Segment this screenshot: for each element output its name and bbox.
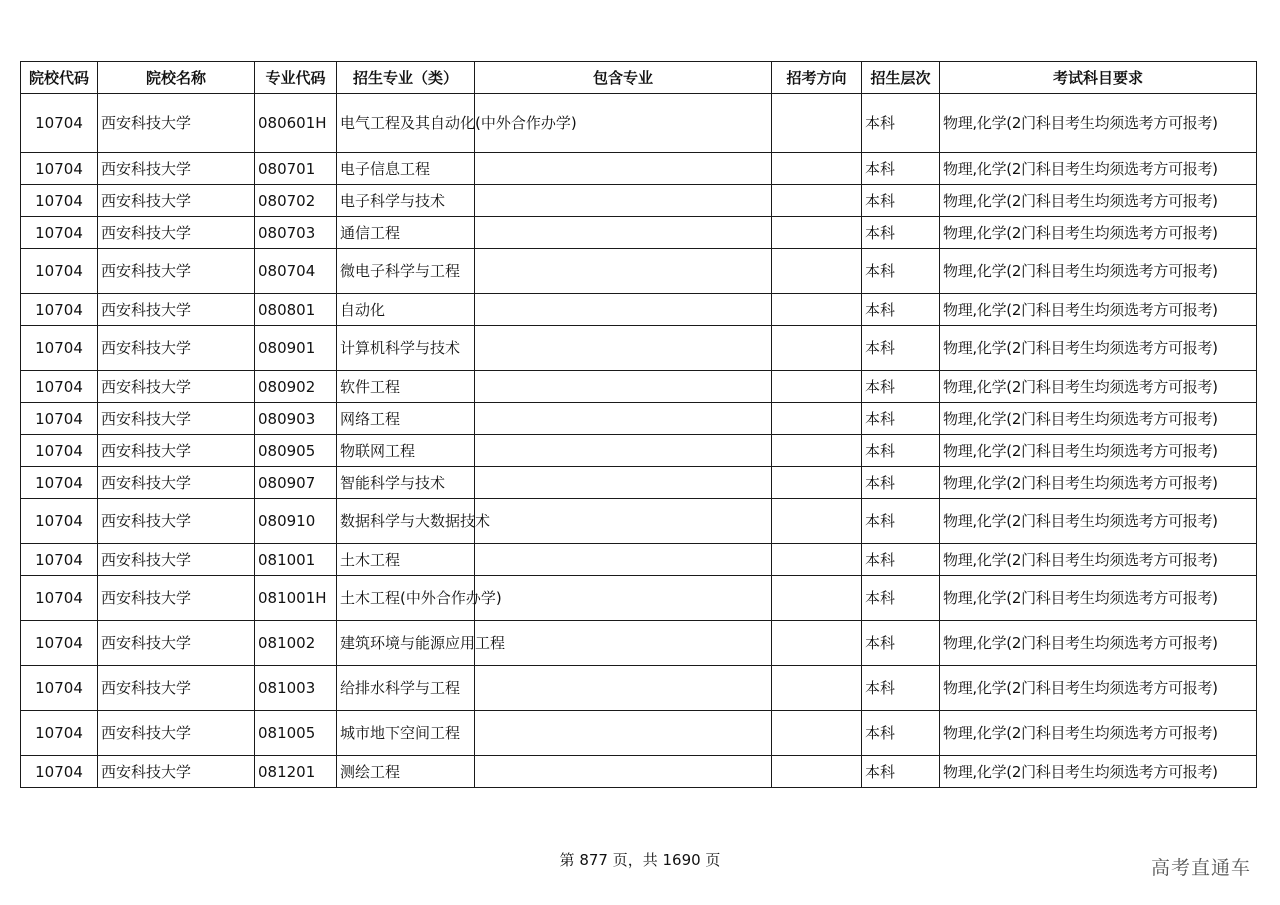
header-level: 招生层次 [862,62,940,94]
cell-direction [772,467,862,499]
cell-major-code: 080702 [255,185,337,217]
cell-major: 通信工程 [337,217,475,249]
cell-level: 本科 [862,294,940,326]
cell-major-code: 080801 [255,294,337,326]
table-row [21,185,1257,217]
header-direction: 招考方向 [772,62,862,94]
cell-school-name: 西安科技大学 [98,711,255,756]
table-row [21,326,1257,371]
cell-level: 本科 [862,326,940,371]
cell-level: 本科 [862,435,940,467]
cell-major: 数据科学与大数据技术 [337,499,475,544]
cell-requirement: 物理,化学(2门科目考生均须选考方可报考) [940,403,1257,435]
cell-requirement: 物理,化学(2门科目考生均须选考方可报考) [940,467,1257,499]
cell-school-name: 西安科技大学 [98,621,255,666]
cell-requirement: 物理,化学(2门科目考生均须选考方可报考) [940,711,1257,756]
cell-school-name: 西安科技大学 [98,185,255,217]
header-school-name: 院校名称 [98,62,255,94]
cell-major: 计算机科学与技术 [337,326,475,371]
table-row [21,217,1257,249]
page-number: 第 877 页，共 1690 页 [559,851,721,869]
cell-major-code: 081201 [255,756,337,788]
cell-school-code: 10704 [21,326,98,371]
cell-included-majors [475,153,772,185]
cell-school-name: 西安科技大学 [98,217,255,249]
table-row [21,621,1257,666]
cell-major: 测绘工程 [337,756,475,788]
cell-level: 本科 [862,467,940,499]
cell-requirement: 物理,化学(2门科目考生均须选考方可报考) [940,499,1257,544]
cell-major-code: 080701 [255,153,337,185]
cell-direction [772,371,862,403]
cell-requirement: 物理,化学(2门科目考生均须选考方可报考) [940,294,1257,326]
cell-direction [772,403,862,435]
table-row [21,499,1257,544]
cell-requirement: 物理,化学(2门科目考生均须选考方可报考) [940,185,1257,217]
cell-school-name: 西安科技大学 [98,435,255,467]
cell-direction [772,499,862,544]
cell-major-code: 080907 [255,467,337,499]
cell-major-code: 080703 [255,217,337,249]
cell-school-code: 10704 [21,467,98,499]
cell-direction [772,621,862,666]
cell-school-name: 西安科技大学 [98,294,255,326]
header-school-code: 院校代码 [21,62,98,94]
cell-major: 物联网工程 [337,435,475,467]
cell-school-name: 西安科技大学 [98,467,255,499]
cell-school-code: 10704 [21,499,98,544]
cell-included-majors [475,371,772,403]
cell-level: 本科 [862,185,940,217]
cell-major: 软件工程 [337,371,475,403]
cell-direction [772,153,862,185]
table-row [21,467,1257,499]
cell-school-code: 10704 [21,621,98,666]
table-row [21,544,1257,576]
cell-major-code: 081001H [255,576,337,621]
header-row [21,62,1257,94]
table-row [21,403,1257,435]
cell-school-code: 10704 [21,371,98,403]
cell-major-code: 080704 [255,249,337,294]
cell-included-majors [475,711,772,756]
cell-major: 微电子科学与工程 [337,249,475,294]
cell-major-code: 080903 [255,403,337,435]
cell-direction [772,249,862,294]
cell-level: 本科 [862,711,940,756]
cell-requirement: 物理,化学(2门科目考生均须选考方可报考) [940,544,1257,576]
cell-school-name: 西安科技大学 [98,576,255,621]
cell-major: 电子信息工程 [337,153,475,185]
cell-school-code: 10704 [21,435,98,467]
cell-requirement: 物理,化学(2门科目考生均须选考方可报考) [940,249,1257,294]
cell-school-name: 西安科技大学 [98,499,255,544]
cell-school-code: 10704 [21,666,98,711]
table-body [21,94,1257,788]
cell-direction [772,756,862,788]
cell-school-code: 10704 [21,153,98,185]
cell-school-name: 西安科技大学 [98,371,255,403]
cell-direction [772,94,862,153]
cell-direction [772,666,862,711]
cell-direction [772,294,862,326]
cell-requirement: 物理,化学(2门科目考生均须选考方可报考) [940,666,1257,711]
cell-included-majors [475,499,772,544]
cell-school-name: 西安科技大学 [98,403,255,435]
cell-major: 建筑环境与能源应用工程 [337,621,475,666]
cell-school-code: 10704 [21,217,98,249]
cell-direction [772,435,862,467]
cell-major-code: 080910 [255,499,337,544]
cell-included-majors [475,249,772,294]
cell-school-code: 10704 [21,576,98,621]
table-row [21,249,1257,294]
cell-included-majors [475,544,772,576]
table-row [21,435,1257,467]
cell-major: 土木工程 [337,544,475,576]
cell-school-code: 10704 [21,756,98,788]
cell-requirement: 物理,化学(2门科目考生均须选考方可报考) [940,94,1257,153]
cell-school-name: 西安科技大学 [98,153,255,185]
cell-major-code: 081002 [255,621,337,666]
cell-level: 本科 [862,544,940,576]
table-row [21,94,1257,153]
cell-level: 本科 [862,499,940,544]
table-row [21,756,1257,788]
header-major-code: 专业代码 [255,62,337,94]
cell-major: 城市地下空间工程 [337,711,475,756]
cell-school-name: 西安科技大学 [98,326,255,371]
cell-major-code: 080902 [255,371,337,403]
cell-major-code: 080901 [255,326,337,371]
cell-direction [772,326,862,371]
cell-included-majors [475,576,772,621]
cell-major: 给排水科学与工程 [337,666,475,711]
cell-school-code: 10704 [21,249,98,294]
cell-major: 电子科学与技术 [337,185,475,217]
cell-direction [772,544,862,576]
cell-level: 本科 [862,371,940,403]
table-row [21,153,1257,185]
cell-school-code: 10704 [21,544,98,576]
watermark: 高考直通车 [1150,857,1251,879]
cell-level: 本科 [862,153,940,185]
cell-school-code: 10704 [21,711,98,756]
cell-included-majors [475,217,772,249]
cell-included-majors [475,467,772,499]
cell-school-name: 西安科技大学 [98,94,255,153]
cell-level: 本科 [862,403,940,435]
cell-requirement: 物理,化学(2门科目考生均须选考方可报考) [940,153,1257,185]
cell-school-code: 10704 [21,403,98,435]
table-row [21,711,1257,756]
cell-level: 本科 [862,576,940,621]
cell-school-name: 西安科技大学 [98,666,255,711]
cell-included-majors [475,403,772,435]
cell-direction [772,217,862,249]
cell-major: 网络工程 [337,403,475,435]
cell-direction [772,711,862,756]
cell-major-code: 080601H [255,94,337,153]
cell-level: 本科 [862,621,940,666]
cell-school-code: 10704 [21,294,98,326]
cell-major: 自动化 [337,294,475,326]
cell-major: 土木工程(中外合作办学) [337,576,475,621]
cell-school-name: 西安科技大学 [98,249,255,294]
cell-included-majors [475,435,772,467]
cell-level: 本科 [862,666,940,711]
cell-direction [772,576,862,621]
cell-requirement: 物理,化学(2门科目考生均须选考方可报考) [940,326,1257,371]
cell-requirement: 物理,化学(2门科目考生均须选考方可报考) [940,217,1257,249]
table-row [21,666,1257,711]
cell-major: 电气工程及其自动化(中外合作办学) [337,94,475,153]
cell-requirement: 物理,化学(2门科目考生均须选考方可报考) [940,371,1257,403]
cell-major-code: 081005 [255,711,337,756]
cell-direction [772,185,862,217]
table-row [21,576,1257,621]
cell-major-code: 081003 [255,666,337,711]
cell-included-majors [475,621,772,666]
cell-requirement: 物理,化学(2门科目考生均须选考方可报考) [940,756,1257,788]
cell-school-code: 10704 [21,185,98,217]
cell-included-majors [475,294,772,326]
admissions-table [20,61,1257,788]
cell-included-majors [475,185,772,217]
cell-level: 本科 [862,756,940,788]
header-included-majors: 包含专业 [475,62,772,94]
cell-major: 智能科学与技术 [337,467,475,499]
cell-level: 本科 [862,94,940,153]
cell-requirement: 物理,化学(2门科目考生均须选考方可报考) [940,621,1257,666]
cell-school-name: 西安科技大学 [98,544,255,576]
header-requirement: 考试科目要求 [940,62,1257,94]
table-row [21,294,1257,326]
cell-included-majors [475,666,772,711]
cell-requirement: 物理,化学(2门科目考生均须选考方可报考) [940,576,1257,621]
table-row [21,371,1257,403]
cell-major-code: 080905 [255,435,337,467]
cell-requirement: 物理,化学(2门科目考生均须选考方可报考) [940,435,1257,467]
cell-included-majors [475,326,772,371]
cell-school-name: 西安科技大学 [98,756,255,788]
cell-level: 本科 [862,249,940,294]
cell-school-code: 10704 [21,94,98,153]
cell-included-majors [475,756,772,788]
cell-level: 本科 [862,217,940,249]
cell-major-code: 081001 [255,544,337,576]
header-major: 招生专业（类） [337,62,475,94]
